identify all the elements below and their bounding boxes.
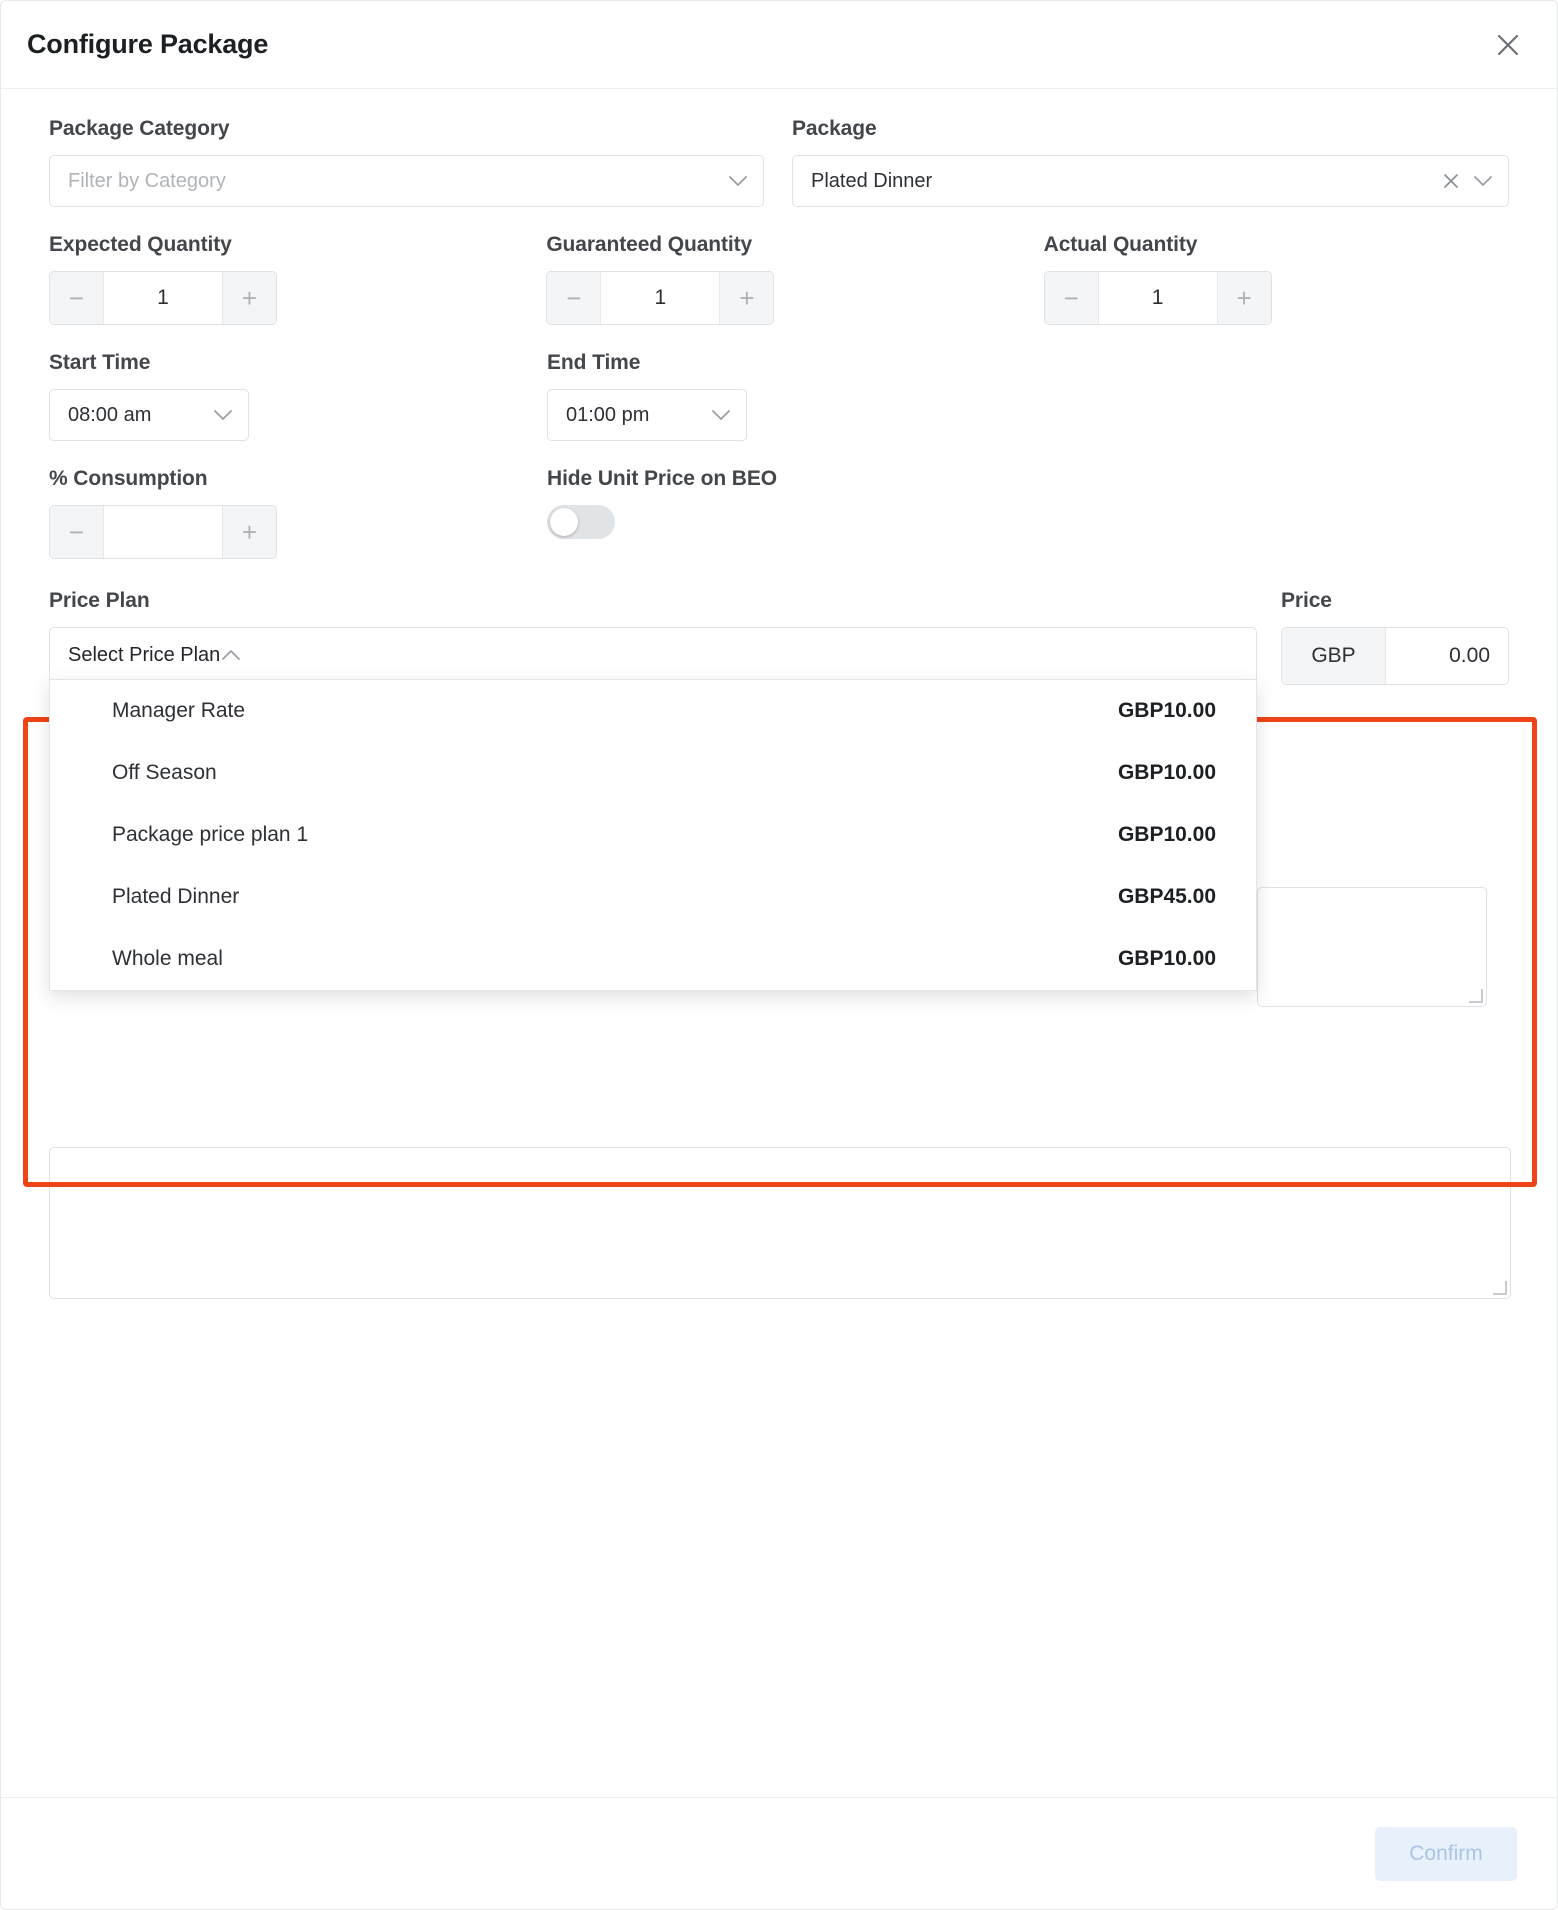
price-plan-select[interactable] <box>49 627 1257 683</box>
guaranteed-quantity-plus[interactable]: + <box>719 272 773 324</box>
actual-quantity-field <box>1044 233 1509 325</box>
price-field <box>1281 589 1509 685</box>
price-plan-dropdown[interactable] <box>49 679 1257 991</box>
price-plan-placeholder: Select Price Plan <box>68 643 221 666</box>
consumption-plus[interactable]: + <box>222 506 276 558</box>
list-item[interactable] <box>50 742 1256 804</box>
modal-footer <box>1 1797 1557 1909</box>
price-plan-option-price: GBP10.00 <box>1117 823 1216 846</box>
expected-quantity-plus[interactable]: + <box>222 272 276 324</box>
package-field <box>792 117 1509 207</box>
package-category-placeholder: Filter by Category <box>68 169 226 192</box>
expected-quantity-stepper[interactable] <box>49 271 277 325</box>
package-value: Plated Dinner <box>811 169 933 192</box>
close-icon[interactable] <box>1489 26 1527 64</box>
consumption-field <box>49 467 547 559</box>
price-plan-option-name: Off Season <box>112 761 217 784</box>
row-quantities <box>49 233 1509 325</box>
guaranteed-quantity-field <box>546 233 1043 325</box>
price-plan-option-name: Manager Rate <box>112 699 246 722</box>
package-category-field <box>49 117 792 207</box>
end-time-select[interactable] <box>547 389 747 441</box>
chevron-down-icon <box>710 404 732 426</box>
price-label: Price <box>1281 589 1332 612</box>
confirm-button[interactable]: Confirm <box>1375 1827 1517 1881</box>
end-time-field <box>547 351 1045 441</box>
hide-unit-price-field <box>547 467 1045 559</box>
consumption-stepper[interactable] <box>49 505 277 559</box>
price-plan-field <box>49 589 1257 683</box>
package-category-select[interactable] <box>49 155 764 207</box>
expected-quantity-label: Expected Quantity <box>49 233 232 256</box>
guaranteed-quantity-stepper[interactable] <box>546 271 774 325</box>
toggle-knob <box>550 508 578 536</box>
hide-unit-price-toggle[interactable] <box>547 505 615 539</box>
consumption-label: % Consumption <box>49 467 208 490</box>
row-times <box>49 351 1509 441</box>
actual-quantity-label: Actual Quantity <box>1043 233 1198 256</box>
clear-icon[interactable] <box>1440 170 1462 192</box>
price-plan-option-name: Whole meal <box>112 947 223 970</box>
actual-quantity-value[interactable]: 1 <box>1099 272 1217 324</box>
end-time-label: End Time <box>547 351 641 374</box>
expected-quantity-value[interactable]: 1 <box>104 272 222 324</box>
row-category-package <box>49 117 1509 207</box>
guaranteed-quantity-label: Guaranteed Quantity <box>546 233 753 256</box>
price-plan-option-name: Package price plan 1 <box>112 823 309 846</box>
start-time-select[interactable] <box>49 389 249 441</box>
package-label: Package <box>792 117 877 140</box>
chevron-down-icon[interactable] <box>1472 170 1494 192</box>
price-input[interactable] <box>1281 627 1509 685</box>
actual-quantity-stepper[interactable] <box>1044 271 1272 325</box>
actual-quantity-minus[interactable]: − <box>1045 272 1099 324</box>
price-plan-option-name: Plated Dinner <box>112 885 240 908</box>
page-title: Configure Package <box>27 29 269 59</box>
end-time-value: 01:00 pm <box>566 403 650 426</box>
guaranteed-quantity-minus[interactable]: − <box>547 272 601 324</box>
guaranteed-quantity-value[interactable]: 1 <box>601 272 719 324</box>
start-time-value: 08:00 am <box>68 403 152 426</box>
list-item[interactable] <box>50 680 1256 742</box>
start-time-label: Start Time <box>49 351 151 374</box>
chevron-down-icon <box>212 404 234 426</box>
list-item[interactable] <box>50 928 1256 990</box>
row-price-plan <box>49 589 1509 970</box>
package-select[interactable] <box>792 155 1509 207</box>
price-plan-option-price: GBP10.00 <box>1117 947 1216 970</box>
hide-unit-price-label: Hide Unit Price on BEO <box>547 467 777 490</box>
price-currency: GBP <box>1282 628 1386 684</box>
row-consumption <box>49 467 1509 559</box>
list-item[interactable] <box>50 804 1256 866</box>
chevron-up-icon[interactable] <box>220 644 242 666</box>
actual-quantity-plus[interactable]: + <box>1217 272 1271 324</box>
package-category-label: Package Category <box>49 117 230 140</box>
modal-header <box>1 1 1557 89</box>
start-time-field <box>49 351 547 441</box>
expected-quantity-field <box>49 233 546 325</box>
price-plan-option-price: GBP10.00 <box>1117 699 1216 722</box>
list-item[interactable] <box>50 866 1256 928</box>
expected-quantity-minus[interactable]: − <box>50 272 104 324</box>
price-plan-label: Price Plan <box>49 589 150 612</box>
notes-textarea-small[interactable] <box>1257 887 1487 1007</box>
notes-textarea-large[interactable] <box>49 1147 1511 1299</box>
price-plan-option-price: GBP10.00 <box>1117 761 1216 784</box>
consumption-value[interactable] <box>104 506 222 558</box>
chevron-down-icon <box>727 170 749 192</box>
modal-body <box>1 89 1557 1797</box>
price-amount[interactable]: 0.00 <box>1386 628 1508 684</box>
price-plan-option-price: GBP45.00 <box>1117 885 1216 908</box>
consumption-minus[interactable]: − <box>50 506 104 558</box>
